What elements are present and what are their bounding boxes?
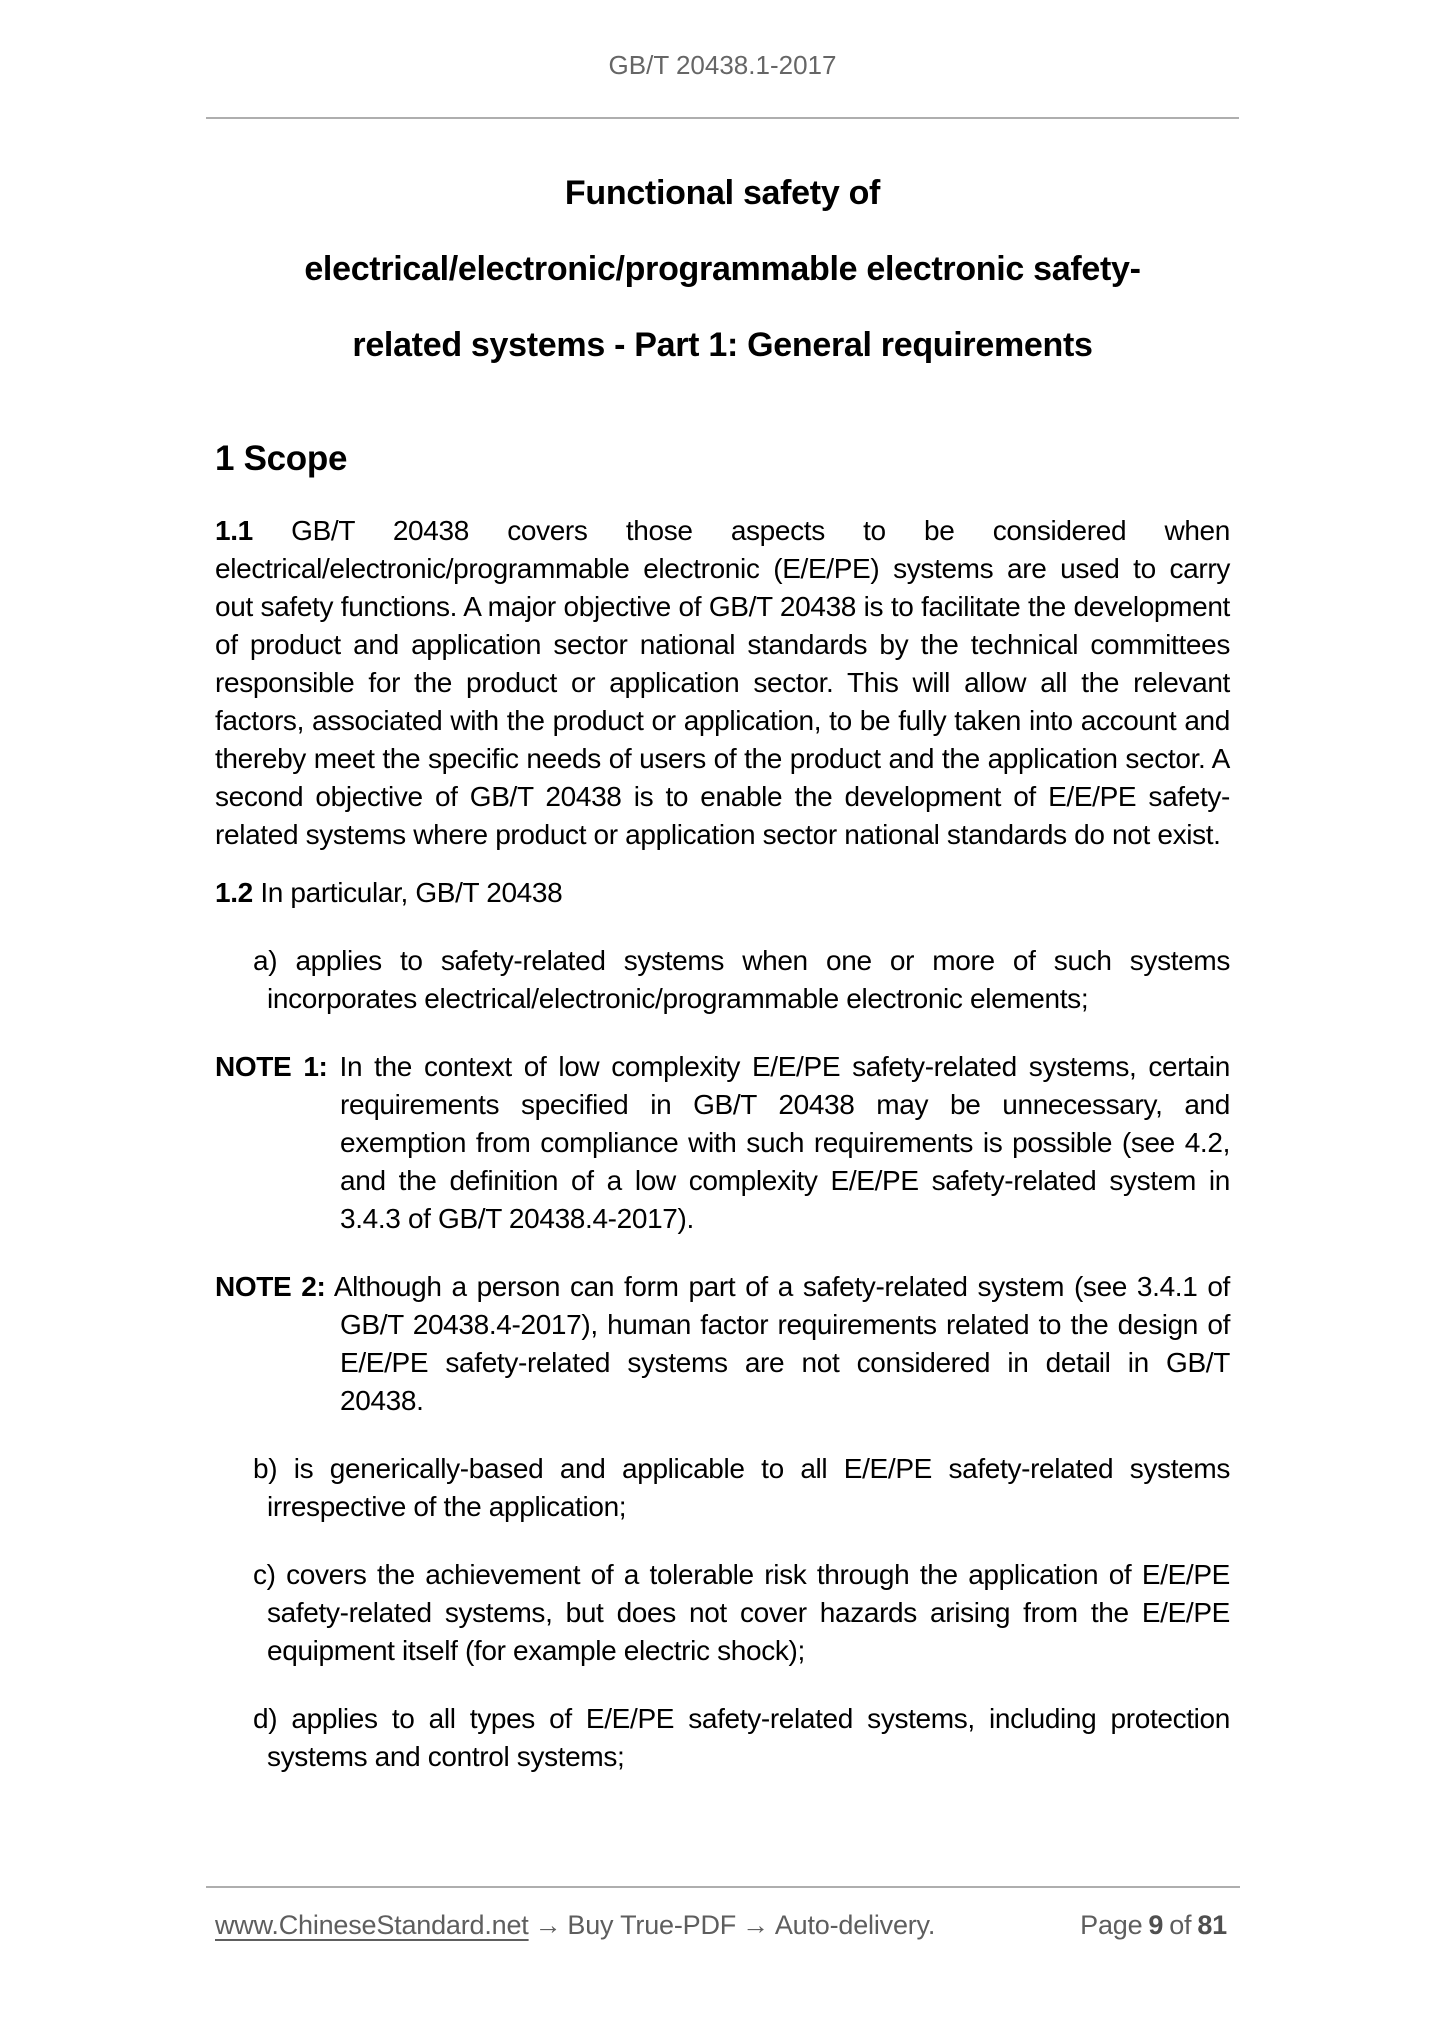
list-item-b bbox=[215, 1450, 1230, 1526]
note-2-label: NOTE 2: bbox=[215, 1271, 326, 1302]
list-item-c bbox=[215, 1556, 1230, 1670]
paragraph-1-2 bbox=[215, 874, 1230, 912]
paragraph-1-2-label: 1.2 bbox=[215, 877, 253, 908]
title-line-3: related systems - Part 1: General requirements bbox=[352, 326, 1093, 364]
page-footer bbox=[215, 1908, 1227, 1942]
page-total: 81 bbox=[1197, 1910, 1227, 1940]
title-line-1: Functional safety of bbox=[564, 174, 881, 212]
header-divider bbox=[206, 117, 1239, 119]
list-item-d-marker: d) bbox=[253, 1703, 278, 1734]
paragraph-1-1-label: 1.1 bbox=[215, 515, 253, 546]
list-item-b-marker: b) bbox=[253, 1453, 278, 1484]
note-2 bbox=[215, 1268, 1230, 1420]
footer-action-delivery: Auto-delivery. bbox=[774, 1910, 936, 1940]
list-item-c-marker: c) bbox=[253, 1559, 276, 1590]
page-label: Page bbox=[1080, 1910, 1143, 1940]
list-item-d bbox=[215, 1700, 1230, 1776]
footer-website-link[interactable]: www.ChineseStandard.net bbox=[215, 1910, 529, 1940]
page-of-label: of bbox=[1169, 1910, 1192, 1940]
footer-source-line bbox=[215, 1908, 935, 1942]
note-1-label: NOTE 1: bbox=[215, 1051, 328, 1082]
page-indicator bbox=[1080, 1908, 1227, 1942]
list-item-a-text: applies to safety-related systems when one or more of such systems incorporates electrical/electronic/programmable electronic elements; bbox=[267, 945, 1230, 1014]
note-1-text: In the context of low complexity E/E/PE safety-related systems, certain requirements specified in GB/T 20438 may be unnecessary, and exemption from compliance with such requirements is possible (see 4.2, and the definition of a low complexity E/E/PE safety-related system in 3.4.3 of GB/T 20438.4-2017). bbox=[339, 1051, 1230, 1234]
list-item-a-marker: a) bbox=[253, 945, 278, 976]
list-item-a bbox=[215, 942, 1230, 1018]
note-1 bbox=[215, 1048, 1230, 1238]
paragraph-1-2-text: In particular, GB/T 20438 bbox=[260, 877, 563, 908]
document-title bbox=[215, 155, 1230, 383]
section-heading-scope: 1 Scope bbox=[215, 439, 348, 478]
footer-action-buy: Buy True-PDF bbox=[567, 1910, 737, 1940]
footer-divider bbox=[206, 1886, 1240, 1888]
list-item-b-text: is generically-based and applicable to all E/E/PE safety-related systems irrespective of the application; bbox=[267, 1453, 1230, 1522]
paragraph-1-1-text: GB/T 20438 covers those aspects to be considered when electrical/electronic/programmable electronic (E/E/PE) systems are used to carry out safety functions. A major objective of GB/T 20438 is to facilitate the development of product and application sector national standards by the technical committees responsible for the product or application sector. This will allow all the relevant factors, associated with the product or application, to be fully taken into account and thereby meet the specific needs of users of the product and the application sector. A second objective of GB/T 20438 is to enable the development of E/E/PE safety-related systems where product or application sector national standards do not exist. bbox=[215, 515, 1230, 850]
paragraph-1-1 bbox=[215, 512, 1230, 854]
list-item-d-text: applies to all types of E/E/PE safety-related systems, including protection systems and control systems; bbox=[267, 1703, 1230, 1772]
note-2-text: Although a person can form part of a safety-related system (see 3.4.1 of GB/T 20438.4-2017), human factor requirements related to the design of E/E/PE safety-related systems are not considered in detail in GB/T 20438. bbox=[333, 1271, 1230, 1416]
arrow-right-icon: → bbox=[742, 1910, 769, 1940]
header-document-number: GB/T 20438.1-2017 bbox=[608, 50, 837, 80]
page-current: 9 bbox=[1148, 1910, 1164, 1940]
title-line-2: electrical/electronic/programmable electronic safety- bbox=[304, 250, 1141, 288]
list-item-c-text: covers the achievement of a tolerable risk through the application of E/E/PE safety-related systems, but does not cover hazards arising from the E/E/PE equipment itself (for example electric shock); bbox=[267, 1559, 1230, 1666]
arrow-right-icon: → bbox=[534, 1910, 562, 1940]
